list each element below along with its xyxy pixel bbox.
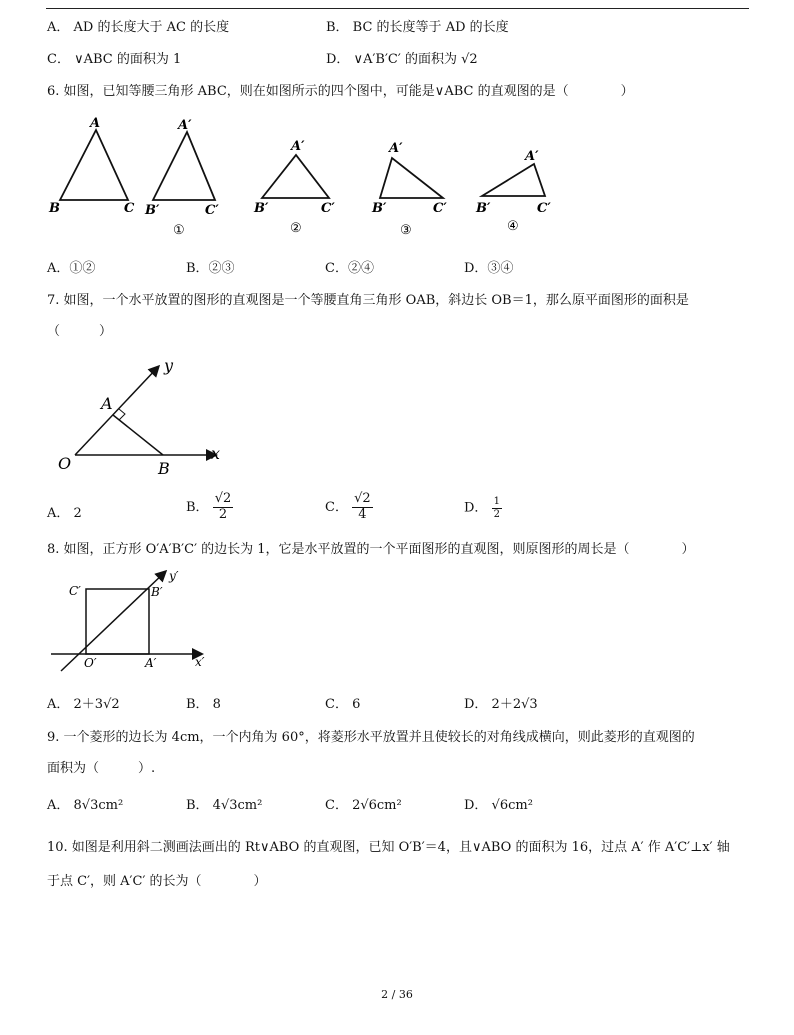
fig1-label-b: B′	[145, 203, 160, 218]
segment-ab	[113, 415, 163, 455]
fig2-label-a: A′	[291, 139, 305, 154]
q8-option-a: A． 2＋3√2	[47, 697, 120, 712]
q7-option-b-label: B．	[186, 499, 209, 515]
fig2-label-b: B′	[254, 201, 269, 216]
label-y: y	[164, 356, 174, 375]
triangle-fig3	[380, 158, 443, 198]
q7-stem-line1: 7. 如图，一个水平放置的图形的直观图是一个等腰直角三角形 OAB，斜边长 OB＝1，那么原平面图形的面积是	[47, 293, 689, 308]
q7-option-c-denominator: 4	[358, 506, 367, 522]
label-b: B	[49, 201, 60, 216]
q7-option-c-label: C．	[325, 499, 348, 515]
q5-option-a: A． AD 的长度大于 AC 的长度	[47, 20, 230, 35]
q7-option-b-numerator: √2	[214, 491, 232, 506]
page-number: 2 / 36	[381, 988, 413, 1001]
fig2-label-c: C′	[321, 201, 335, 216]
triangle-fig4	[482, 164, 545, 196]
fig4-label-b: B′	[476, 201, 491, 216]
label-b: B	[158, 459, 170, 478]
fig4-number: ④	[507, 219, 519, 234]
triangle-abc	[60, 130, 128, 200]
fig2-number: ②	[290, 221, 302, 236]
q7-option-d	[464, 496, 502, 520]
label-a-prime: A′	[145, 656, 157, 670]
triangle-fig2	[262, 155, 329, 198]
q6-option-a: A．①②	[47, 261, 96, 276]
q7-option-c	[325, 492, 373, 523]
q7-stem-line2: （ ）	[47, 324, 113, 339]
q6-option-d: D．③④	[464, 261, 514, 276]
label-b-prime: B′	[151, 585, 163, 599]
fig4-label-c: C′	[537, 201, 551, 216]
q7-option-b-denominator: 2	[218, 506, 228, 522]
fig3-label-c: C′	[433, 201, 447, 216]
label-a: A	[90, 116, 101, 131]
q10-stem-line1: 10. 如图是利用斜二测画法画出的 Rt∨ABO 的直观图，已知 O′B′＝4，且∨ABO 的面积为 16，过点 A′ 作 A′C′⊥x′ 轴	[47, 840, 730, 855]
fig3-label-a: A′	[389, 141, 403, 156]
q5-option-b: B． BC 的长度等于 AD 的长度	[326, 20, 509, 35]
label-x-prime: x′	[195, 655, 205, 669]
q5-option-c: C． ∨ABC 的面积为 1	[47, 52, 182, 67]
q9-option-d: D． √6cm²	[464, 798, 533, 813]
q6-option-b: B．②③	[186, 261, 235, 276]
fig1-label-c: C′	[205, 203, 219, 218]
q7-option-d-numerator: 1	[493, 496, 500, 507]
q6-figure	[40, 110, 580, 245]
q7-option-d-denominator: 2	[493, 508, 500, 520]
q5-option-d: D． ∨A′B′C′ 的面积为 √2	[326, 52, 478, 67]
q9-option-a: A． 8√3cm²	[47, 798, 124, 813]
q7-figure	[45, 355, 235, 480]
q9-option-c: C． 2√6cm²	[325, 798, 402, 813]
top-rule	[46, 8, 749, 9]
q9-stem-line1: 9. 一个菱形的边长为 4cm，一个内角为 60°，将菱形水平放置并且使较长的对角线成横向，则此菱形的直观图的	[47, 730, 695, 745]
label-c-prime: C′	[69, 584, 81, 598]
fig1-number: ①	[173, 223, 185, 238]
q7-option-c-numerator: √2	[354, 491, 371, 506]
q8-figure	[46, 565, 221, 675]
label-o-prime: O′	[84, 656, 97, 670]
label-y-prime: y′	[169, 569, 179, 583]
fig3-number: ③	[400, 223, 412, 238]
q8-option-c: C． 6	[325, 697, 361, 712]
q8-stem: 8. 如图，正方形 O′A′B′C′ 的边长为 1，它是水平放置的一个平面图形的直观图，则原图形的周长是（ ）	[47, 542, 695, 557]
q7-option-b	[186, 492, 233, 523]
right-angle-mark	[119, 409, 125, 420]
label-o: O	[58, 454, 72, 473]
q6-option-c: C．②④	[325, 261, 374, 276]
q7-option-a: A． 2	[47, 506, 82, 521]
label-a: A	[101, 394, 113, 413]
q7-option-d-label: D．	[464, 500, 488, 516]
q6-stem: 6. 如图，已知等腰三角形 ABC，则在如图所示的四个图中，可能是∨ABC 的直观图的是（ ）	[47, 84, 634, 99]
q9-option-b: B． 4√3cm²	[186, 798, 263, 813]
label-c: C	[124, 201, 135, 216]
fig3-label-b: B′	[372, 201, 387, 216]
fig4-label-a: A′	[525, 149, 539, 164]
q8-option-d: D． 2＋2√3	[464, 697, 538, 712]
fig1-label-a: A′	[178, 118, 192, 133]
square-oabc	[86, 589, 149, 654]
triangle-fig1	[153, 132, 215, 200]
q8-option-b: B． 8	[186, 697, 221, 712]
q9-stem-line2: 面积为（ ）.	[47, 761, 156, 776]
label-x: x	[211, 444, 221, 463]
q10-stem-line2: 于点 C′，则 A′C′ 的长为（ ）	[47, 874, 267, 889]
